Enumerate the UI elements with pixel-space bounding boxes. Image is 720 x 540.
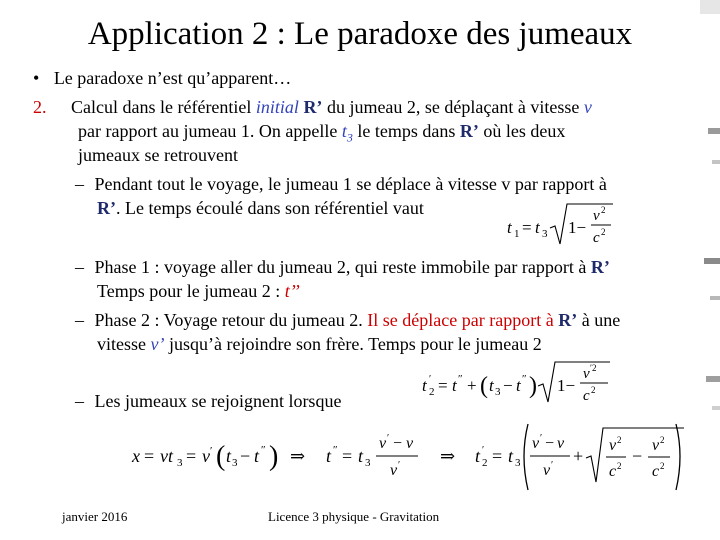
svg-text:): ) [529,373,537,399]
red-text: Il se déplace par rapport à [367,310,559,330]
svg-text:t: t [507,218,512,237]
rprime-label: R’ [303,97,323,117]
item-text: Calcul dans le référentiel [71,97,256,117]
svg-text:c: c [652,463,660,480]
svg-text:″: ″ [333,444,338,456]
dash: – [75,310,84,330]
svg-text:−: − [503,376,513,395]
bullet-text: Le paradoxe n’est qu’apparent… [53,68,292,88]
svg-text:2: 2 [601,205,606,215]
formula-t1 [505,200,615,250]
svg-text:2: 2 [617,461,622,471]
svg-text:v: v [652,437,660,454]
svg-text:t: t [326,446,332,466]
svg-text:): ) [269,441,279,472]
item-text: par rapport au jumeau 1. On appelle [78,121,342,141]
svg-text:v: v [593,208,600,224]
svg-text:x: x [132,446,140,466]
item-text: le temps dans [352,121,460,141]
svg-text:′: ′ [551,460,554,471]
sub-text: à une [577,310,621,330]
svg-text:2: 2 [601,227,606,237]
svg-text:=: = [522,218,532,237]
svg-text:v: v [543,462,551,479]
item-2-line-1 [33,96,592,118]
svg-text:2: 2 [660,461,665,471]
svg-text:v: v [379,435,387,452]
svg-text:⇒: ⇒ [440,446,456,466]
sub-1-line-1 [75,173,607,195]
svg-text:t: t [452,376,457,395]
bullet-marker: • [33,68,40,88]
sub-1-line-2 [97,197,424,219]
svg-text:′: ′ [398,460,401,471]
svg-text:−: − [240,446,251,466]
svg-text:′: ′ [482,445,485,456]
sub-text: jusqu’à rejoindre son frère. Temps pour le jumeau 2 [164,334,542,354]
item-2-line-3: jumeaux se retrouvent [78,145,238,165]
sub-text: Temps pour le jumeau 2 : [97,281,285,301]
t3-symbol [341,121,353,145]
svg-text:vt: vt [160,446,173,466]
svg-text:t: t [475,446,481,466]
slide-title: Application 2 : Le paradoxe des jumeaux [87,16,633,52]
footer-date: janvier 2016 [62,509,128,524]
bullet-line [33,67,291,89]
svg-text:″: ″ [261,444,266,456]
svg-text:2: 2 [660,435,665,445]
formula-final [130,418,690,496]
svg-text:2: 2 [429,386,435,398]
svg-text:1−: 1− [568,218,587,237]
svg-text:t: t [254,446,260,466]
sub-4-line [75,390,341,412]
sub-2-line-2 [97,280,300,302]
svg-text:−: − [545,435,555,452]
sub-text: Phase 1 : voyage aller du jumeau 2, qui reste immobile par rapport à [94,257,591,277]
svg-text:⇒: ⇒ [290,446,306,466]
sub-text: Les jumeaux se rejoignent lorsque [94,391,342,411]
svg-text:−: − [632,446,643,466]
svg-text:(: ( [216,441,226,472]
item-text: où les deux [478,121,566,141]
svg-text:+: + [573,446,584,466]
initial-word: initial [255,97,299,117]
svg-text:″: ″ [522,373,527,385]
rprime-label: R’ [558,310,578,330]
v-symbol: v [583,97,592,117]
svg-text:3: 3 [177,457,183,469]
svg-text:′: ′ [387,433,390,444]
svg-text:=: = [342,446,353,466]
svg-text:(: ( [480,373,488,399]
svg-text:2: 2 [617,435,622,445]
svg-text:−: − [393,435,403,452]
sub-text: vitesse [97,334,151,354]
svg-text:2: 2 [591,385,596,395]
svg-text:3: 3 [495,386,501,398]
footer-course: Licence 3 physique - Gravitation [268,509,440,524]
rprime-label: R’ [97,198,116,218]
svg-text:v: v [406,435,414,452]
item-number: 2. [33,97,47,117]
svg-text:t: t [422,376,427,395]
dash: – [75,257,84,277]
dash: – [75,174,84,194]
svg-text:1: 1 [514,228,520,240]
svg-text:2: 2 [482,457,488,469]
svg-text:v: v [557,435,565,452]
svg-text:=: = [492,446,503,466]
svg-text:=: = [186,446,197,466]
svg-text:′: ′ [540,433,543,444]
svg-text:′: ′ [429,374,432,385]
t3-subscript: 3 [346,130,353,145]
svg-text:t: t [508,446,514,466]
svg-text:v: v [532,435,540,452]
sub-text: Phase 2 : Voyage retour du jumeau 2. [94,310,368,330]
svg-text:t: t [535,218,540,237]
sub-2-line-1 [75,256,610,278]
svg-text:t: t [226,446,232,466]
svg-text:c: c [609,463,617,480]
svg-text:t: t [358,446,364,466]
svg-text:v: v [202,446,210,466]
sub-text: Pendant tout le voyage, le jumeau 1 se déplace à vitesse v par rapport à [94,174,607,194]
svg-text:t: t [489,376,494,395]
svg-text:3: 3 [232,457,238,469]
svg-text:c: c [593,230,600,246]
rprime-label: R’ [590,257,610,277]
sub-text: . Le temps écoulé dans son référentiel vaut [116,198,424,218]
svg-text:=: = [438,376,448,395]
item-text: du jumeau 2, se déplaçant à vitesse [322,97,584,117]
rprime-label: R’ [459,121,479,141]
svg-text:3: 3 [542,228,548,240]
svg-text:″: ″ [458,373,463,385]
dash: – [75,391,84,411]
svg-text:′2: ′2 [590,363,597,373]
svg-text:v: v [609,437,617,454]
svg-text:+: + [467,376,477,395]
svg-text:v: v [583,366,590,382]
sub-3-line-1 [75,309,620,331]
svg-text:c: c [583,388,590,404]
t3-letter: t [341,121,347,141]
svg-text:1−: 1− [557,376,576,395]
vprime-symbol: v’ [150,334,165,354]
sub-3-line-2 [97,333,542,355]
svg-text:t: t [516,376,521,395]
svg-text:3: 3 [515,457,521,469]
tpp-symbol: t’’ [284,281,300,301]
svg-text:3: 3 [365,457,371,469]
formula-t2 [420,358,620,408]
svg-text:v: v [390,462,398,479]
svg-text:=: = [144,446,155,466]
svg-text:′: ′ [210,445,213,457]
